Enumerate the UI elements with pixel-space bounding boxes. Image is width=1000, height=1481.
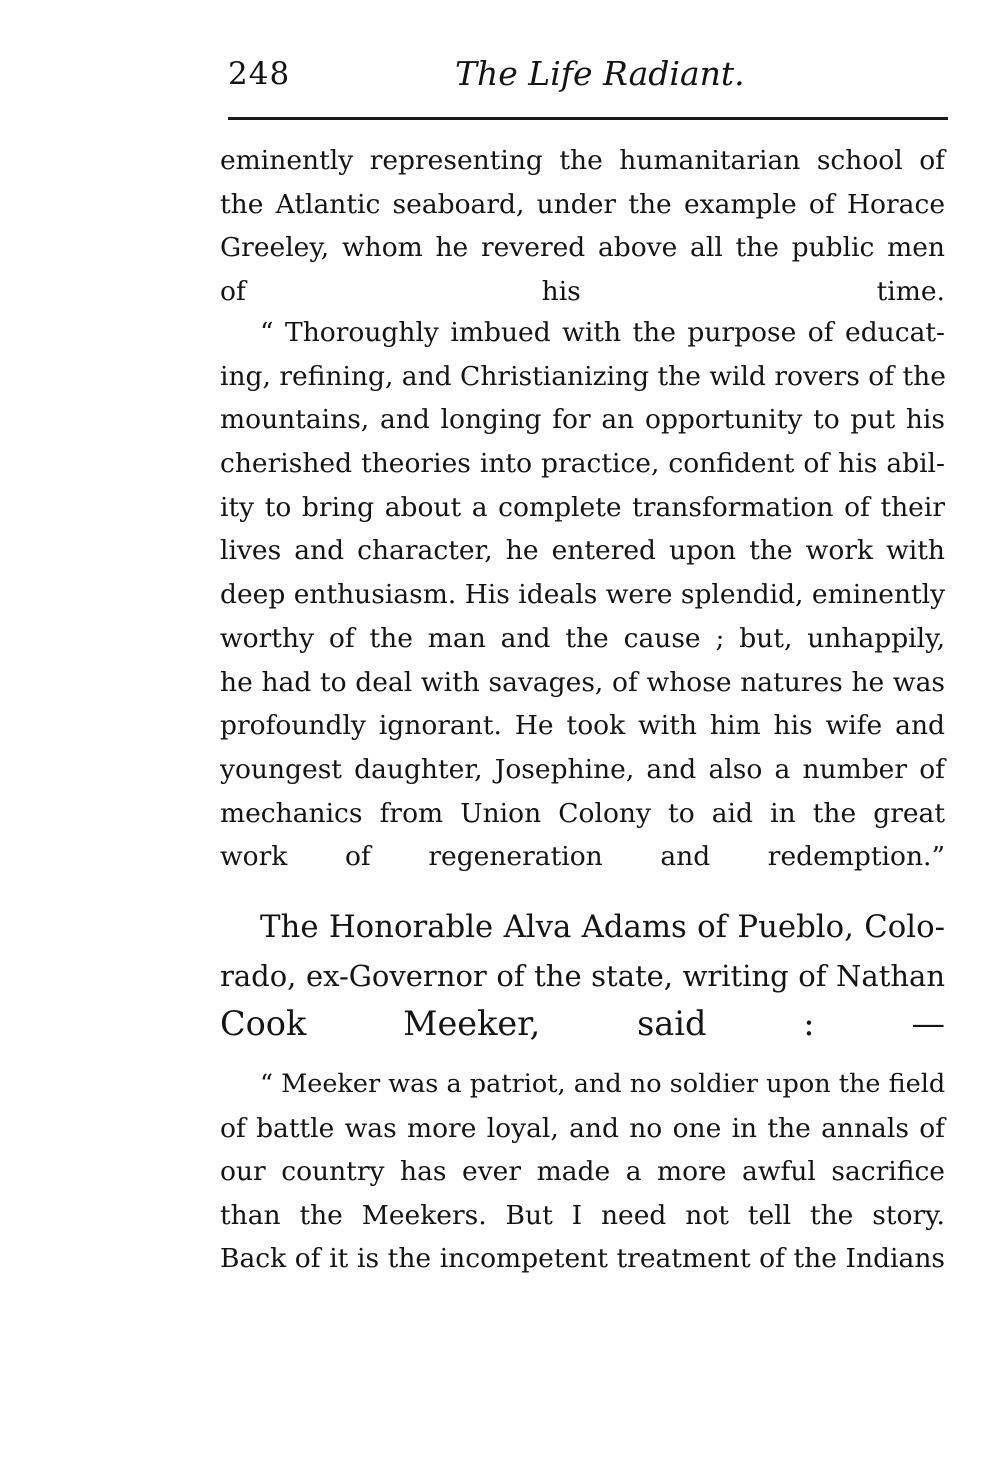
text-line: mechanics from Union Colony to aid in the great (220, 797, 945, 829)
paragraph-continuation (220, 139, 945, 314)
text-line: rado, ex-Governor of the state, writing of Nathan (220, 958, 945, 993)
text-line: Cook Meeker, said : — (220, 1004, 945, 1043)
text-line: Back of it is the incompetent treatment of the Indians (220, 1243, 945, 1274)
page-number: 248 (228, 56, 291, 92)
text-line: of his time. (220, 276, 945, 308)
running-title: The Life Radiant. (455, 54, 745, 93)
intro-paragraph-large (220, 903, 945, 1049)
text-line: of battle was more loyal, and no one in the annals of (220, 1112, 945, 1144)
text-line: Greeley, whom he revered above all the public men (220, 232, 945, 264)
text-line: work of regeneration and redemption.” (220, 841, 945, 873)
text-line: deep enthusiasm. His ideals were splendid, eminently (220, 579, 946, 611)
text-line: The Honorable Alva Adams of Pueblo, Colo- (260, 909, 945, 945)
text-line: ity to bring about a complete transformation of their (220, 491, 945, 523)
text-line: mountains, and longing for an opportunity to put his (220, 404, 945, 436)
text-line: than the Meekers. But I need not tell the story. (220, 1199, 945, 1231)
text-line: he had to deal with savages, of whose natures he was (220, 666, 945, 698)
running-head (220, 50, 945, 100)
text-line: eminently representing the humanitarian school of (220, 145, 945, 176)
text-line: our country has ever made a more awful sacrifice (220, 1156, 945, 1187)
text-line: youngest daughter, Josephine, and also a number of (220, 753, 945, 785)
quoted-paragraph (220, 1063, 945, 1281)
text-line: “ Thoroughly imbued with the purpose of educat- (260, 317, 945, 348)
text-line: lives and character, he entered upon the work with (220, 535, 945, 567)
text-line: ing, refining, and Christianizing the wild rovers of the (220, 360, 946, 392)
text-line: the Atlantic seaboard, under the example of Horace (220, 188, 945, 220)
text-line: worthy of the man and the cause ; but, unhappily, (220, 622, 945, 654)
text-line: cherished theories into practice, confident of his abil- (220, 448, 945, 480)
text-line: profoundly ignorant. He took with him his wife and (220, 710, 945, 742)
quoted-paragraph (220, 311, 945, 879)
header-rule (228, 117, 948, 120)
text-line: “ Meeker was a patriot, and no soldier upon the field (260, 1069, 946, 1099)
